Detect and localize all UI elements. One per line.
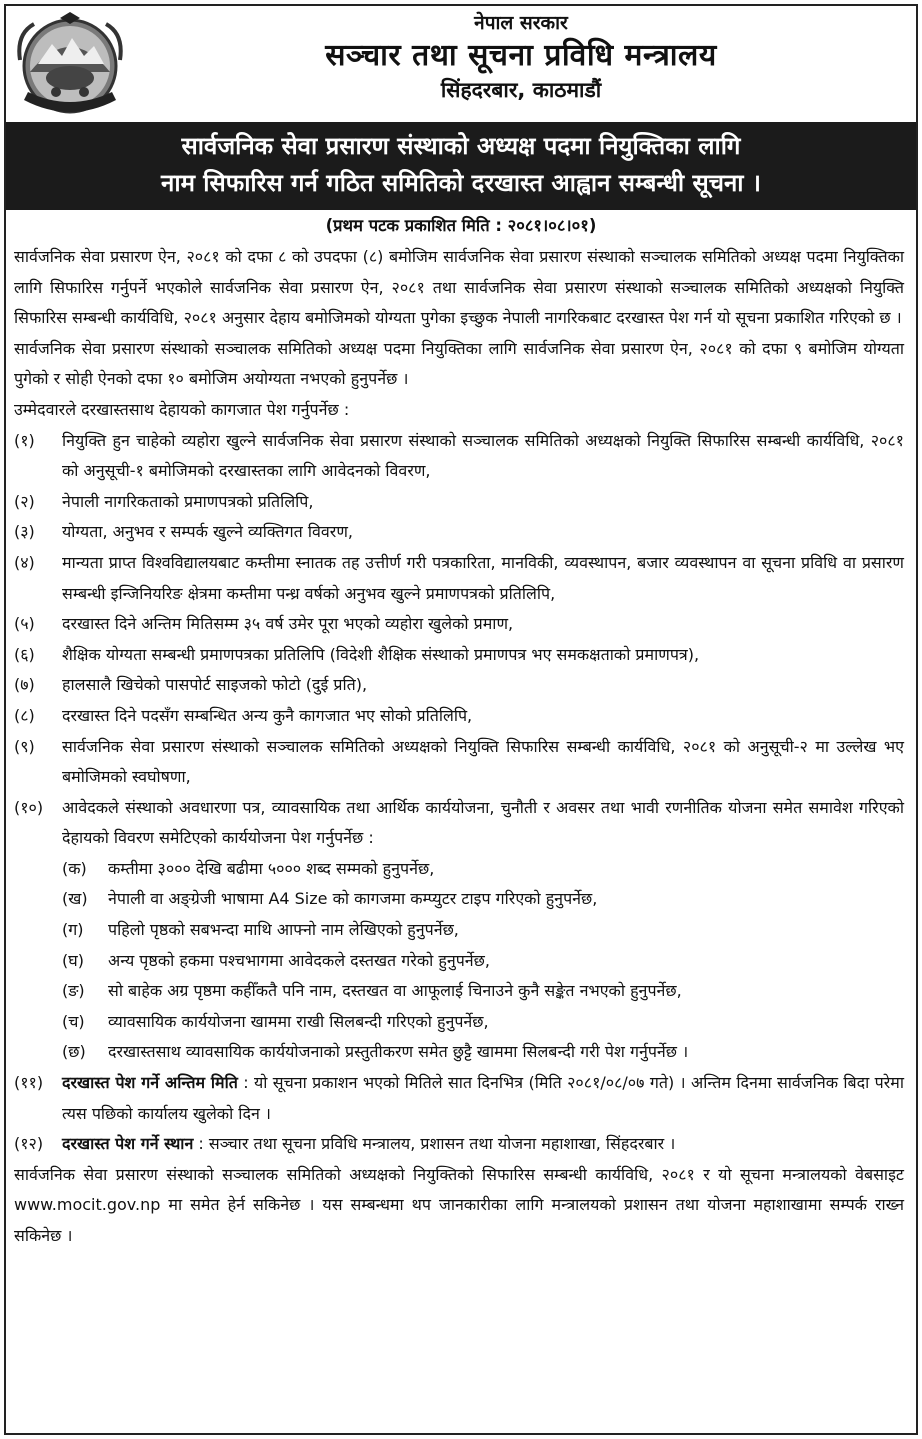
item-text: हालसालै खिचेको पासपोर्ट साइजको फोटो (दुई प्रति), xyxy=(62,675,368,695)
header xyxy=(6,6,916,122)
nepal-emblem-icon xyxy=(16,12,124,118)
notice-title-line-2: नाम सिफारिस गर्न गठित समितिको दरखास्त आह्वान सम्बन्धी सूचना । xyxy=(161,169,761,197)
item-number: (८) xyxy=(14,705,35,725)
list-item xyxy=(14,548,904,609)
item-number: (६) xyxy=(14,644,35,664)
subitem-text: कम्तीमा ३००० देखि बढीमा ५००० शब्द सम्मको हुनुपर्नेछ, xyxy=(108,858,435,878)
submission-place-item xyxy=(14,1129,904,1160)
subitem-text: सो बाहेक अग्र पृष्ठमा कहीँकतै पनि नाम, दस्तखत वा आफूलाई चिनाउने कुनै सङ्केत नभएको हुनुपर्नेछ, xyxy=(108,981,682,1001)
subitem-text: पहिलो पृष्ठको सबभन्दा माथि आफ्नो नाम लेखिएको हुनुपर्नेछ, xyxy=(108,920,459,940)
item-text: दरखास्त दिने अन्तिम मितिसम्म ३५ वर्ष उमेर पूरा भएको व्यहोरा खुलेको प्रमाण, xyxy=(62,614,514,634)
submission-place-text xyxy=(62,1129,904,1160)
header-text xyxy=(136,10,906,104)
deadline-item xyxy=(14,1068,904,1129)
deadline-detail: : यो सूचना प्रकाशन भएको मितिले सात दिनभित्र (मिति २०८१/०८/०७ गते) । अन्तिम दिनमा सार्वजनिक बिदा परेमा त्यस पछिको कार्यालय खुलेको दिन । xyxy=(62,1073,905,1123)
item-text: दरखास्त दिने पदसँग सम्बन्धित अन्य कुनै कागजात भए सोको प्रतिलिपि, xyxy=(62,705,473,725)
subitem-text: व्यावसायिक कार्ययोजना खाममा राखी सिलबन्दी गरिएको हुनुपर्नेछ, xyxy=(108,1011,489,1031)
subitem-text: नेपाली वा अङ्ग्रेजी भाषामा A4 Size को कागजमा कम्प्युटर टाइप गरिएको हुनुपर्नेछ, xyxy=(108,889,598,909)
list-item xyxy=(14,793,904,854)
list-item xyxy=(14,640,904,671)
sublist-item xyxy=(14,1037,904,1068)
subitem-text: दरखास्तसाथ व्यावसायिक कार्ययोजनाको प्रस्तुतीकरण समेत छुट्टै खाममा सिलबन्दी गरी पेश गर्नुपर्नेछ । xyxy=(108,1042,689,1062)
ministry-name: सञ्चार तथा सूचना प्रविधि मन्त्रालय xyxy=(325,38,717,73)
sublist-item xyxy=(14,884,904,915)
sublist-item xyxy=(14,854,904,885)
item-number: (३) xyxy=(14,522,35,542)
list-item xyxy=(14,670,904,701)
list-item xyxy=(14,609,904,640)
action-plan-sublist xyxy=(14,854,904,1068)
list-item xyxy=(14,487,904,518)
list-item xyxy=(14,426,904,487)
item-text: आवेदकले संस्थाको अवधारणा पत्र, व्यावसायिक तथा आर्थिक कार्ययोजना, चुनौती र अवसर तथा भावी रणनीतिक योजना समेत समावेश गरिएको देहायको विवरण समेटिएको कार्ययोजना पेश गर्नुपर्नेछ : xyxy=(62,797,904,848)
sublist-item xyxy=(14,915,904,946)
subitem-letter: (च) xyxy=(62,1011,85,1031)
subitem-letter: (ग) xyxy=(62,920,84,940)
item-text: नियुक्ति हुन चाहेको व्यहोरा खुल्ने सार्वजनिक सेवा प्रसारण संस्थाको सञ्चालक समितिको अध्यक्षको नियुक्ति सिफारिस सम्बन्धी कार्यविधि, २०८१ को अनुसूची-१ बमोजिमको दरखास्तका लागि आवेदनको विवरण, xyxy=(62,430,904,481)
closing-paragraph: सार्वजनिक सेवा प्रसारण संस्थाको सञ्चालक समितिको अध्यक्षको नियुक्तिको सिफारिस सम्बन्धी कार्यविधि, २०८१ र यो सूचना मन्त्रालयको वेबसाइट www.mocit.gov.np मा समेत हेर्न सकिनेछ । यस सम्बन्धमा थप जानकारीका लागि मन्त्रालयको प्रशासन तथा योजना महाशाखामा सम्पर्क राख्न सकिनेछ । xyxy=(14,1164,904,1245)
government-name: नेपाल सरकार xyxy=(474,12,568,34)
document-list xyxy=(14,426,904,1160)
ministry-location: सिंहदरबार, काठमाडौं xyxy=(440,78,602,102)
submission-place-detail: : सञ्चार तथा सूचना प्रविधि मन्त्रालय, प्रशासन तथा योजना महाशाखा, सिंहदरबार । xyxy=(193,1134,676,1154)
notice-page xyxy=(4,4,918,1435)
eligibility-paragraph: सार्वजनिक सेवा प्रसारण संस्थाको सञ्चालक समितिको अध्यक्ष पदमा नियुक्तिका लागि सार्वजनिक सेवा प्रसारण ऐन, २०८१ को दफा ९ बमोजिम योग्यता पुगेको र सोही ऐनको दफा १० बमोजिम अयोग्यता नभएको हुनुपर्नेछ । xyxy=(14,338,904,389)
list-item xyxy=(14,732,904,793)
item-text: सार्वजनिक सेवा प्रसारण संस्थाको सञ्चालक समितिको अध्यक्षको नियुक्ति सिफारिस सम्बन्धी कार्यविधि, २०८१ को अनुसूची-२ मा उल्लेख भए बमोजिमको स्वघोषणा, xyxy=(62,736,904,787)
subitem-letter: (क) xyxy=(62,858,87,878)
notice-title-banner xyxy=(6,122,916,210)
item-number: (४) xyxy=(14,552,35,572)
item-number: (१) xyxy=(14,430,35,450)
sublist-item xyxy=(14,1007,904,1038)
subitem-letter: (ङ) xyxy=(62,981,85,1001)
list-item xyxy=(14,701,904,732)
notice-title-line-1: सार्वजनिक सेवा प्रसारण संस्थाको अध्यक्ष पदमा नियुक्तिका लागि xyxy=(181,132,741,160)
list-item xyxy=(14,517,904,548)
item-number: (१२) xyxy=(14,1134,44,1154)
sublist-item xyxy=(14,946,904,977)
item-number: (९) xyxy=(14,736,35,756)
submission-place-label: दरखास्त पेश गर्ने स्थान xyxy=(62,1134,194,1154)
item-number: (२) xyxy=(14,491,35,511)
item-text: शैक्षिक योग्यता सम्बन्धी प्रमाणपत्रका प्रतिलिपि (विदेशी शैक्षिक संस्थाको प्रमाणपत्र भए समकक्षताको प्रमाणपत्र), xyxy=(62,644,700,664)
documents-intro: उम्मेदवारले दरखास्तसाथ देहायको कागजात पेश गर्नुपर्नेछ : xyxy=(14,399,350,419)
notice-body xyxy=(6,242,916,1252)
item-text: नेपाली नागरिकताको प्रमाणपत्रको प्रतिलिपि, xyxy=(62,491,314,511)
publication-date: (प्रथम पटक प्रकाशित मिति : २०८१।०८।०१) xyxy=(325,216,597,235)
item-number: (११) xyxy=(14,1073,44,1093)
item-number: (१०) xyxy=(14,797,44,817)
subitem-letter: (ख) xyxy=(62,889,88,909)
item-number: (५) xyxy=(14,614,35,634)
subitem-text: अन्य पृष्ठको हकमा पश्चभागमा आवेदकले दस्तखत गरेको हुनुपर्नेछ, xyxy=(108,950,490,970)
subitem-letter: (छ) xyxy=(62,1042,86,1062)
sublist-item xyxy=(14,976,904,1007)
subitem-letter: (घ) xyxy=(62,950,84,970)
deadline-text xyxy=(62,1068,904,1129)
intro-paragraph: सार्वजनिक सेवा प्रसारण ऐन, २०८१ को दफा ८ को उपदफा (८) बमोजिम सार्वजनिक सेवा प्रसारण संस्थाको सञ्चालक समितिको अध्यक्ष पदमा नियुक्तिका लागि सिफारिस गर्नुपर्ने भएकोले सार्वजनिक सेवा प्रसारण ऐन, २०८१ तथा सार्वजनिक सेवा प्रसारण संस्थाको सञ्चालक समितिको अध्यक्षको नियुक्ति सिफारिस सम्बन्धी कार्यविधि, २०८१ अनुसार देहाय बमोजिमको योग्यता पुगेका इच्छुक नेपाली नागरिकबाट दरखास्त पेश गर्न यो सूचना प्रकाशित गरिएको छ । xyxy=(14,247,904,328)
deadline-label: दरखास्त पेश गर्ने अन्तिम मिति xyxy=(62,1073,238,1093)
item-text: मान्यता प्राप्त विश्वविद्यालयबाट कम्तीमा स्नातक तह उत्तीर्ण गरी पत्रकारिता, मानविकी, व्यवस्थापन, बजार व्यवस्थापन वा सूचना प्रविधि वा प्रसारण सम्बन्धी इन्जिनियरिङ क्षेत्रमा कम्तीमा पन्ध्र वर्षको अनुभव खुल्ने प्रमाणपत्रको प्रतिलिपि, xyxy=(62,552,904,603)
item-text: योग्यता, अनुभव र सम्पर्क खुल्ने व्यक्तिगत विवरण, xyxy=(62,522,353,542)
item-number: (७) xyxy=(14,675,35,695)
